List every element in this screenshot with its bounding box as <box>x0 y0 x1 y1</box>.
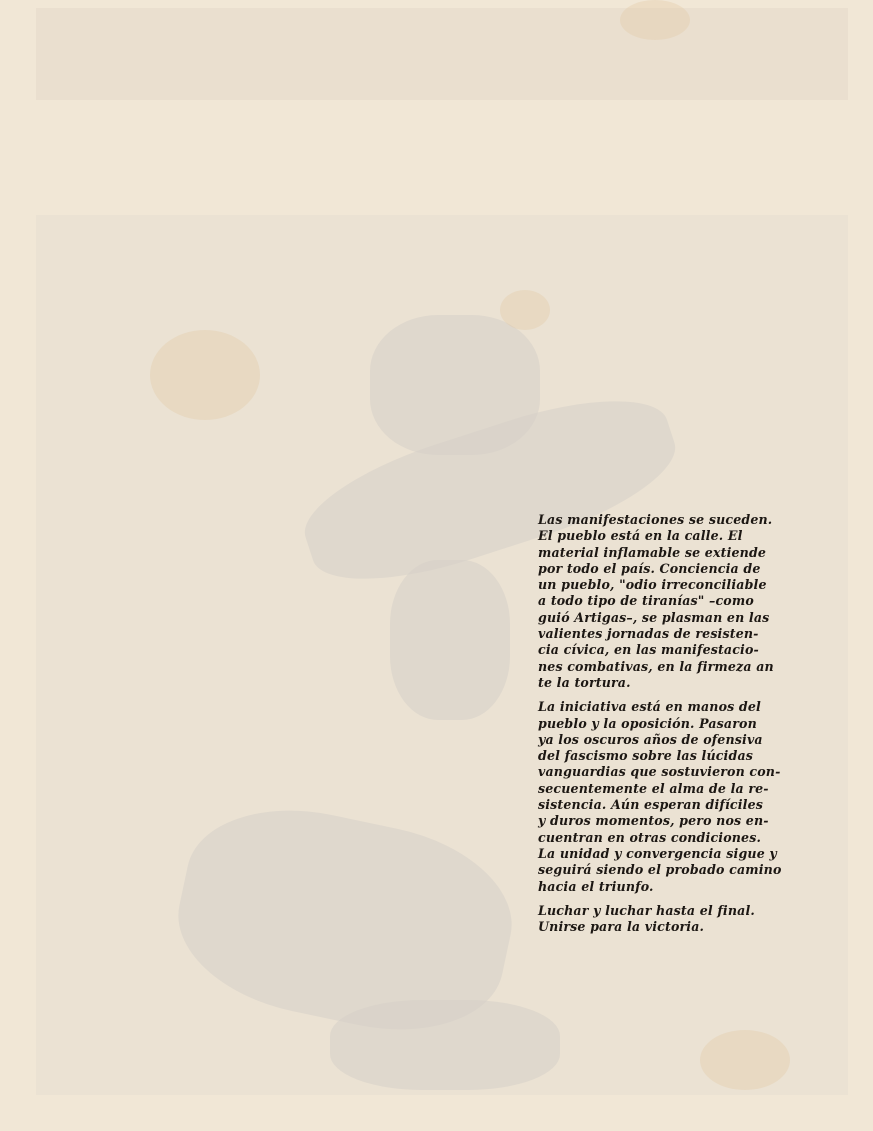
bleed-through-header <box>36 8 848 100</box>
typed-text-block <box>538 512 838 943</box>
paragraph: Las manifestaciones se suceden. El pueblo está en la calle. El material inflamable se extiende por todo el país. Conciencia de un pueblo, "odio irreconciliable a todo tipo de tiranías" –como guió Artigas–, se plasman en las valientes jornadas de resisten- cia cívica, en las manifestacio- nes combativas, en la firmeza an te la tortura. <box>538 512 774 690</box>
paper-stain <box>700 1030 790 1090</box>
closing-slogan: Luchar y luchar hasta el final. Unirse para la victoria. <box>538 902 755 935</box>
paper-stain <box>150 330 260 420</box>
paragraph: La iniciativa está en manos del pueblo y la oposición. Pasaron ya los oscuros años de ofensiva del fascismo sobre las lúcidas vanguardias que sostuvieron con- secuentemente el alma de la re- sistencia. Aún esperan difíciles y duros momentos, pero nos en- cuentran en otras condiciones. La unidad y convergencia sigue y seguirá siendo el probado camino hacia el triunfo. <box>538 699 782 894</box>
paper-stain <box>500 290 550 330</box>
paper-stain <box>620 0 690 40</box>
bleed-through-shape <box>390 560 510 720</box>
bleed-through-shape <box>330 1000 560 1090</box>
